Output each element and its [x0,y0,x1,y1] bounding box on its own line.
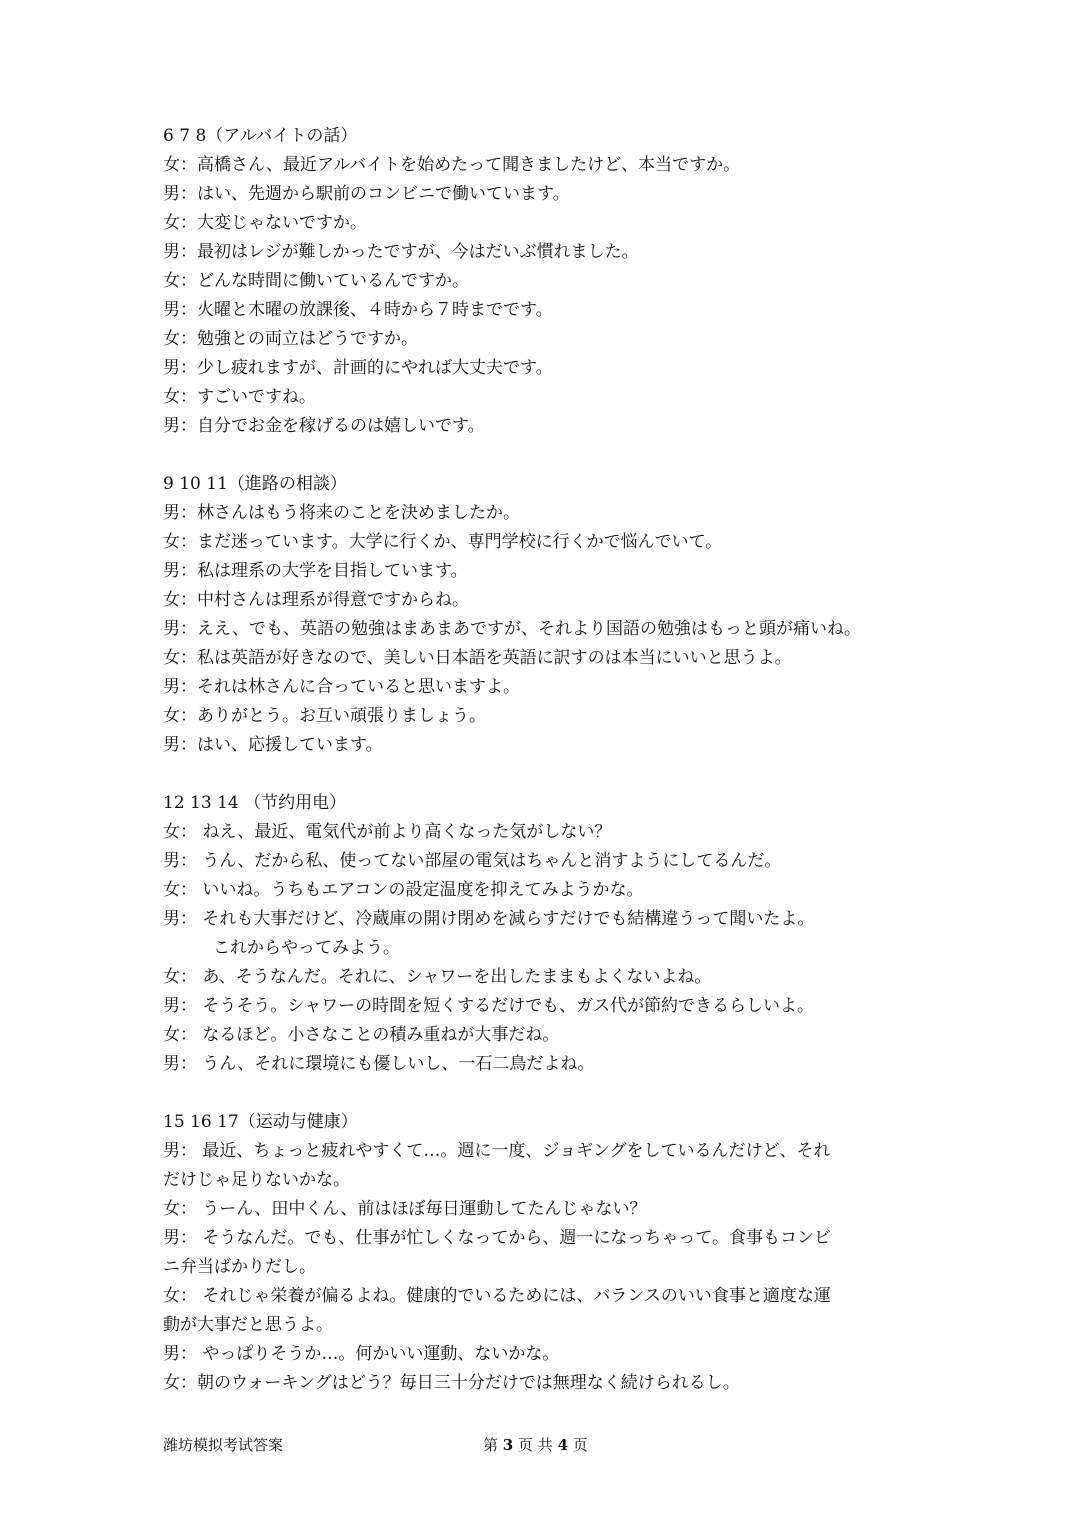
dialogue-line: 男：それは林さんに合っていると思いますよ。 [163,677,520,697]
dialogue-line: 女：大変じゃないですか。 [163,213,367,233]
page-number-mid: 页 共 [518,1436,553,1454]
dialogue-line: 男： そうなんだ。でも、仕事が忙しくなってから、週一になっちゃって。食事もコンビ [163,1228,832,1248]
dialogue-line-continuation: だけじゃ足りないかな。 [163,1170,350,1190]
dialogue-line: 男：ええ、でも、英語の勉強はまあまあですが、それより国語の勉強はもっと頭が痛いね。 [163,619,862,639]
section-saving-electricity [163,789,923,1079]
dialogue-line: 男： そうそう。シャワーの時間を短くするだけでも、ガス代が節約できるらしいよ。 [163,996,815,1016]
page-number-prefix: 第 [483,1436,499,1454]
dialogue-line: 男：火曜と木曜の放課後、４時から７時までです。 [163,300,553,320]
dialogue-line: 女：どんな時間に働いているんですか。 [163,271,469,291]
dialogue-line: 女： あ、そうなんだ。それに、シャワーを出したままもよくないよね。 [163,967,712,987]
dialogue-line: 男： 最近、ちょっと疲れやすくて…。週に一度、ジョギングをしているんだけど、それ [163,1141,831,1161]
page-number-suffix: 页 [572,1436,588,1454]
dialogue-line-continuation: これからやってみよう。 [213,938,400,958]
dialogue-line: 男：自分でお金を稼げるのは嬉しいです。 [163,416,485,436]
dialogue-line: 女：中村さんは理系が得意ですからね。 [163,590,469,610]
dialogue-line: 女：すごいですね。 [163,387,316,407]
dialogue-line: 男：はい、応援しています。 [163,735,383,755]
page-number [483,1434,588,1455]
section-part-time-job [163,122,923,441]
section-heading: 12 13 14 （节约用电） [163,793,347,813]
dialogue-line: 女： なるほど。小さなことの積み重ねが大事だね。 [163,1025,560,1045]
dialogue-line-continuation: 動が大事だと思うよ。 [163,1315,333,1335]
dialogue-line: 男： やっぱりそうか…。何かいい運動、ないかな。 [163,1344,560,1364]
dialogue-line: 男：はい、先週から駅前のコンビニで働いています。 [163,184,570,204]
dialogue-line: 男： うん、それに環境にも優しいし、一石二鳥だよね。 [163,1054,595,1074]
current-page: 3 [502,1436,514,1454]
dialogue-line: 女： それじゃ栄養が偏るよね。健康的でいるためには、バランスのいい食事と適度な運 [163,1286,831,1306]
dialogue-line: 男： それも大事だけど、冷蔵庫の開け閉めを減らすだけでも結構違うって聞いたよ。 [163,909,815,929]
dialogue-line-continuation: ニ弁当ばかりだし。 [163,1257,316,1277]
dialogue-line: 女： ねえ、最近、電気代が前より高くなった気がしない？ [163,822,612,842]
dialogue-line: 男： うん、だから私、使ってない部屋の電気はちゃんと消すようにしてるんだ。 [163,851,782,871]
section-exercise-health [163,1108,923,1398]
dialogue-line: 女：勉強との両立はどうですか。 [163,329,418,349]
document-body [163,122,923,1427]
dialogue-line: 男：林さんはもう将来のことを決めましたか。 [163,503,520,523]
dialogue-line: 女：まだ迷っています。大学に行くか、専門学校に行くかで悩んでいて。 [163,532,723,552]
dialogue-line: 男：最初はレジが難しかったですが、今はだいぶ慣れました。 [163,242,639,262]
section-heading: 9 10 11（進路の相談） [163,474,347,494]
dialogue-line: 女：ありがとう。お互い頑張りましょう。 [163,706,486,726]
dialogue-line: 女：私は英語が好きなので、美しい日本語を英語に訳すのは本当にいいと思うよ。 [163,648,792,668]
dialogue-line: 男：私は理系の大学を目指しています。 [163,561,468,581]
total-pages: 4 [557,1436,569,1454]
dialogue-line: 女：高橋さん、最近アルバイトを始めたって聞きましたけど、本当ですか。 [163,155,741,175]
dialogue-line: 女： うーん、田中くん、前はほぼ毎日運動してたんじゃない？ [163,1199,647,1219]
section-heading: 6 7 8（アルバイトの話） [163,126,358,146]
dialogue-line: 女：朝のウォーキングはどう？毎日三十分だけでは無理なく続けられるし。 [163,1373,740,1393]
page-footer [163,1434,923,1458]
dialogue-line: 女： いいね。うちもエアコンの設定温度を抑えてみようかな。 [163,880,644,900]
section-career-consultation [163,470,923,760]
dialogue-line: 男：少し疲れますが、計画的にやれば大丈夫です。 [163,358,553,378]
section-heading: 15 16 17（运动与健康） [163,1112,358,1132]
footer-document-title: 潍坊模拟考试答案 [163,1436,284,1454]
